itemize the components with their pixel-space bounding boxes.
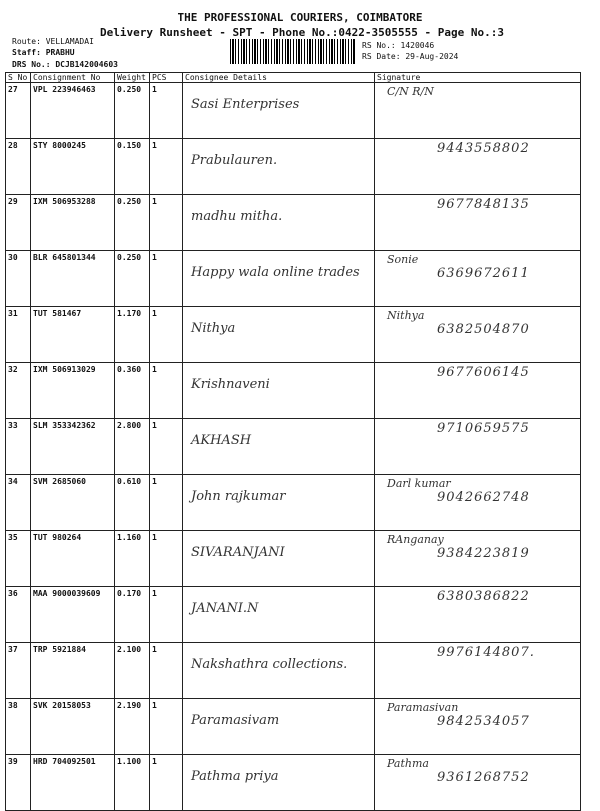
consignee-cell: AKHASH — [183, 419, 375, 475]
pcs-cell: 1 — [150, 139, 183, 195]
consignment-cell: TUT 980264 — [31, 531, 115, 587]
col-consignment: Consignment No — [31, 73, 115, 83]
weight-cell: 2.190 — [115, 699, 150, 755]
pcs-cell: 1 — [150, 83, 183, 139]
weight-cell: 1.170 — [115, 307, 150, 363]
signature-cell — [375, 475, 581, 531]
signature-phone: 9842534057 — [437, 714, 530, 729]
table-header-row — [6, 73, 581, 83]
consignment-cell: SLM 353342362 — [31, 419, 115, 475]
table-row — [6, 643, 581, 699]
drs-number: DRS No.: DCJB142004603 — [12, 60, 118, 69]
pcs-cell: 1 — [150, 195, 183, 251]
table-row — [6, 363, 581, 419]
pcs-cell: 1 — [150, 643, 183, 699]
signature-cell — [375, 307, 581, 363]
pcs-cell: 1 — [150, 307, 183, 363]
table-row — [6, 419, 581, 475]
sno-cell: 38 — [6, 699, 31, 755]
col-signature: Signature — [375, 73, 581, 83]
staff-label: Staff: PRABHU — [12, 48, 75, 57]
signature-cell — [375, 643, 581, 699]
signature-cell — [375, 587, 581, 643]
col-pcs: PCS — [150, 73, 183, 83]
sheet-title: THE PROFESSIONAL COURIERS, COIMBATORE — [177, 11, 423, 24]
signature-name: Pathma — [387, 757, 429, 770]
sno-cell: 37 — [6, 643, 31, 699]
barcode-image — [230, 39, 356, 64]
consignee-cell: SIVARANJANI — [183, 531, 375, 587]
rs-number: RS No.: 1420046 — [362, 41, 435, 50]
consignment-cell: TUT 581467 — [31, 307, 115, 363]
sno-cell: 27 — [6, 83, 31, 139]
signature-name: Darl kumar — [387, 477, 451, 490]
signature-name: RAnganay — [387, 533, 444, 546]
consignee-cell: madhu mitha. — [183, 195, 375, 251]
route-label: Route: VELLAMADAI — [12, 37, 94, 46]
signature-phone: 9042662748 — [437, 490, 530, 505]
table-row — [6, 699, 581, 755]
consignment-cell: BLR 645801344 — [31, 251, 115, 307]
signature-cell — [375, 699, 581, 755]
table-row — [6, 83, 581, 139]
signature-phone: 9361268752 — [437, 770, 530, 785]
weight-cell: 0.360 — [115, 363, 150, 419]
pcs-cell: 1 — [150, 251, 183, 307]
signature-name: Nithya — [387, 309, 425, 322]
signature-cell — [375, 139, 581, 195]
consignee-cell: John rajkumar — [183, 475, 375, 531]
pcs-cell: 1 — [150, 363, 183, 419]
signature-name: C/N R/N — [387, 85, 434, 98]
weight-cell: 0.150 — [115, 139, 150, 195]
weight-cell: 0.250 — [115, 195, 150, 251]
consignee-cell: Pathma priya — [183, 755, 375, 811]
table-row — [6, 195, 581, 251]
pcs-cell: 1 — [150, 419, 183, 475]
pcs-cell: 1 — [150, 587, 183, 643]
col-sno: S No — [6, 73, 31, 83]
signature-cell — [375, 419, 581, 475]
consignment-cell: MAA 9000039609 — [31, 587, 115, 643]
col-weight: Weight — [115, 73, 150, 83]
runsheet-table — [5, 72, 581, 811]
consignment-cell: SVK 20158053 — [31, 699, 115, 755]
weight-cell: 1.160 — [115, 531, 150, 587]
signature-phone: 9677606145 — [437, 365, 530, 380]
table-row — [6, 755, 581, 811]
consignee-cell: Prabulauren. — [183, 139, 375, 195]
consignment-cell: IXM 506953288 — [31, 195, 115, 251]
signature-name: Sonie — [387, 253, 419, 266]
rs-date: RS Date: 29-Aug-2024 — [362, 52, 459, 61]
consignee-cell: Nithya — [183, 307, 375, 363]
weight-cell: 2.800 — [115, 419, 150, 475]
signature-phone: 9677848135 — [437, 197, 530, 212]
weight-cell: 0.610 — [115, 475, 150, 531]
table-row — [6, 531, 581, 587]
pcs-cell: 1 — [150, 699, 183, 755]
sno-cell: 39 — [6, 755, 31, 811]
consignment-cell: STY 8000245 — [31, 139, 115, 195]
table-row — [6, 587, 581, 643]
consignee-cell: Nakshathra collections. — [183, 643, 375, 699]
signature-name: Paramasivan — [387, 701, 459, 714]
table-row — [6, 251, 581, 307]
weight-cell: 1.100 — [115, 755, 150, 811]
signature-phone: 9443558802 — [437, 141, 530, 156]
sno-cell: 35 — [6, 531, 31, 587]
signature-phone: 9710659575 — [437, 421, 530, 436]
sheet-subtitle: Delivery Runsheet - SPT - Phone No.:0422-3505555 - Page No.:3 — [100, 26, 504, 39]
sno-cell: 34 — [6, 475, 31, 531]
sno-cell: 29 — [6, 195, 31, 251]
pcs-cell: 1 — [150, 755, 183, 811]
signature-phone: 9384223819 — [437, 546, 530, 561]
consignment-cell: HRD 704092501 — [31, 755, 115, 811]
sno-cell: 32 — [6, 363, 31, 419]
signature-cell — [375, 195, 581, 251]
consignee-cell: Paramasivam — [183, 699, 375, 755]
sno-cell: 33 — [6, 419, 31, 475]
signature-phone: 6380386822 — [437, 589, 530, 604]
table-row — [6, 475, 581, 531]
signature-cell — [375, 755, 581, 811]
weight-cell: 0.250 — [115, 251, 150, 307]
sno-cell: 31 — [6, 307, 31, 363]
signature-phone: 6369672611 — [437, 266, 530, 281]
sno-cell: 28 — [6, 139, 31, 195]
signature-cell — [375, 363, 581, 419]
sno-cell: 36 — [6, 587, 31, 643]
pcs-cell: 1 — [150, 475, 183, 531]
weight-cell: 2.100 — [115, 643, 150, 699]
consignment-cell: SVM 2685060 — [31, 475, 115, 531]
weight-cell: 0.170 — [115, 587, 150, 643]
col-consignee: Consignee Details — [183, 73, 375, 83]
signature-phone: 9976144807. — [437, 645, 535, 660]
consignee-cell: JANANI.N — [183, 587, 375, 643]
weight-cell: 0.250 — [115, 83, 150, 139]
consignee-cell: Sasi Enterprises — [183, 83, 375, 139]
table-row — [6, 139, 581, 195]
sno-cell: 30 — [6, 251, 31, 307]
consignment-cell: IXM 506913029 — [31, 363, 115, 419]
consignee-cell: Krishnaveni — [183, 363, 375, 419]
table-row — [6, 307, 581, 363]
consignee-cell: Happy wala online trades — [183, 251, 375, 307]
consignment-cell: VPL 223946463 — [31, 83, 115, 139]
pcs-cell: 1 — [150, 531, 183, 587]
signature-cell — [375, 531, 581, 587]
signature-phone: 6382504870 — [437, 322, 530, 337]
signature-cell — [375, 251, 581, 307]
consignment-cell: TRP 5921884 — [31, 643, 115, 699]
signature-cell — [375, 83, 581, 139]
